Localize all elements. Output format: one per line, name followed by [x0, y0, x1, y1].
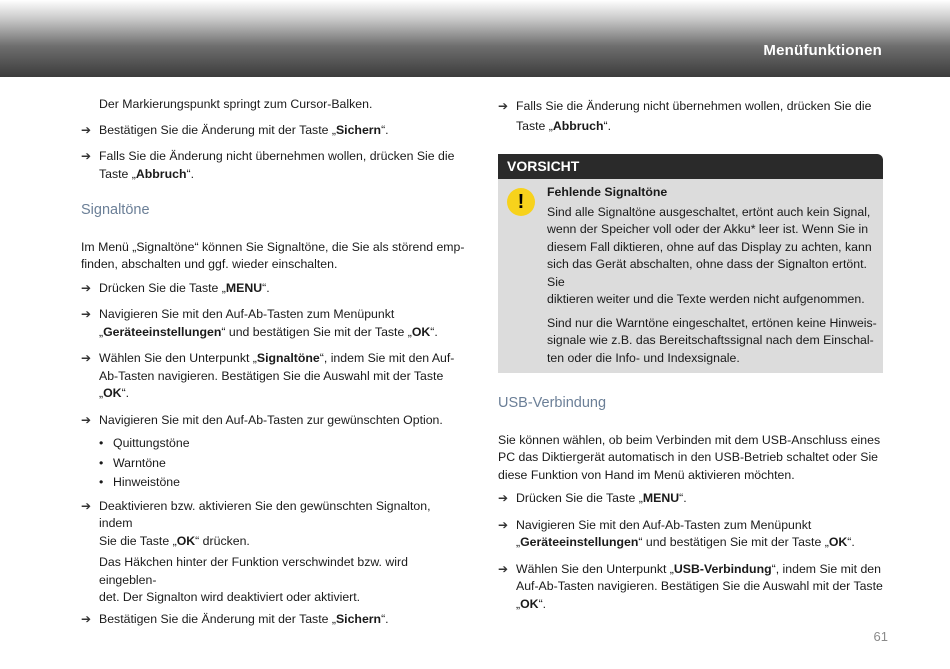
- caution-title: Fehlende Signaltöne: [547, 185, 668, 199]
- step-abbruch-right: ➔ Falls Sie die Änderung nicht übernehmen wollen, drücken Sie die Taste „Abbruch“.: [498, 96, 883, 136]
- arrow-icon: ➔: [81, 280, 92, 295]
- usb-paragraph: Sie können wählen, ob beim Verbinden mit dem USB-Anschluss eines PC das Diktiergerät automatisch in den USB-Betrieb schaltet oder Sie diese Funktion von Hand im Menü aktivieren möchten.: [498, 432, 881, 482]
- caution-paragraph-1: Sind alle Signaltöne ausgeschaltet, ertönt auch kein Signal, wenn der Speicher voll oder der Akku* leer ist. Wenn Sie in diesem Fall diktieren, ohne auf das Display zu achten, kann sich das Gerät abschalten, ohne dass der Signalton ertönt. Sie diktieren weiter und die Texte werden nicht aufgenommen.: [547, 204, 872, 306]
- arrow-icon: ➔: [81, 307, 92, 321]
- arrow-icon: ➔: [81, 351, 92, 365]
- caution-paragraph-2: Sind nur die Warntöne eingeschaltet, ertönen keine Hinweis- signale wie z.B. das Bereitschaftssignal nach dem Einschal- ten oder die Info- und Indexsignale.: [547, 315, 877, 365]
- step-abbruch: ➔ Falls Sie die Änderung nicht übernehmen wollen, drücken Sie die Taste „Abbruch“.: [81, 149, 455, 181]
- step-confirm-sichern-2: ➔ Bestätigen Sie die Änderung mit der Taste „Sichern“.: [81, 611, 466, 629]
- arrow-icon: ➔: [81, 611, 92, 626]
- caution-label: VORSICHT: [507, 158, 580, 174]
- caution-header: [498, 154, 883, 179]
- left-column: [81, 96, 466, 628]
- step-confirm-sichern: ➔ Bestätigen Sie die Änderung mit der Taste „Sichern“.: [81, 122, 466, 140]
- arrow-icon: ➔: [498, 517, 509, 532]
- step-navigate-geraeteeinstellungen: ➔ Navigieren Sie mit den Auf-Ab-Tasten zum Menüpunkt „Geräteeinstellungen“ und bestätigen Sie mit der Taste „OK“.: [81, 307, 438, 339]
- arrow-icon: ➔: [498, 561, 509, 576]
- page-header: [0, 0, 950, 77]
- bullet-icon: •: [99, 436, 104, 450]
- list-item-option: • Warntöne: [81, 455, 466, 473]
- right-column: [498, 96, 883, 613]
- caution-body: [498, 179, 883, 373]
- step-press-menu: ➔ Drücken Sie die Taste „MENU“.: [81, 280, 466, 298]
- arrow-icon: ➔: [81, 412, 92, 427]
- list-item-option: • Quittungstöne: [81, 435, 466, 453]
- bullet-icon: •: [99, 455, 104, 470]
- caution-box: [498, 154, 883, 373]
- step-navigate-geraeteeinstellungen-right: ➔ Navigieren Sie mit den Auf-Ab-Tasten zum Menüpunkt „Geräteeinstellungen“ und bestätigen Sie mit der Taste „OK“.: [498, 517, 855, 549]
- arrow-icon: ➔: [81, 498, 92, 513]
- list-item-option: • Hinweistöne: [81, 474, 466, 492]
- heading-usb-verbindung: USB-Verbindung: [498, 395, 607, 411]
- bullet-icon: •: [99, 475, 104, 489]
- toggle-note: Das Häkchen hinter der Funktion verschwindet bzw. wird eingeblen- det. Der Signalton wird deaktiviert oder aktiviert.: [99, 555, 408, 604]
- step-navigate-option: ➔ Navigieren Sie mit den Auf-Ab-Tasten zur gewünschten Option.: [81, 412, 466, 430]
- page-number: 61: [873, 629, 888, 644]
- heading-signaltoene: Signaltöne: [81, 202, 150, 218]
- arrow-icon: ➔: [81, 149, 92, 163]
- section-title: Menüfunktionen: [763, 42, 882, 59]
- arrow-icon: ➔: [81, 122, 92, 137]
- intro-line: Der Markierungspunkt springt zum Cursor-Balken.: [99, 97, 373, 111]
- exclamation-icon: !: [507, 188, 535, 216]
- arrow-icon: ➔: [498, 491, 509, 505]
- step-toggle-signal: ➔ Deaktivieren bzw. aktivieren Sie den gewünschten Signalton, indem Sie die Taste „OK“ drücken.: [81, 498, 431, 548]
- signaltoene-paragraph: Im Menü „Signaltöne“ können Sie Signaltöne, die Sie als störend emp- finden, abschalten und ggf. wieder einschalten.: [81, 239, 465, 271]
- arrow-icon: ➔: [498, 99, 509, 113]
- step-select-usb-verbindung: ➔ Wählen Sie den Unterpunkt „USB-Verbindung“, indem Sie mit den Auf-Ab-Tasten navigieren. Bestätigen Sie die Auswahl mit der Taste „OK“.: [498, 561, 883, 611]
- step-select-signaltoene: ➔ Wählen Sie den Unterpunkt „Signaltöne“, indem Sie mit den Auf- Ab-Tasten navigieren. Bestätigen Sie die Auswahl mit der Taste „OK“.: [81, 351, 455, 400]
- step-press-menu-right: ➔ Drücken Sie die Taste „MENU“.: [498, 490, 883, 508]
